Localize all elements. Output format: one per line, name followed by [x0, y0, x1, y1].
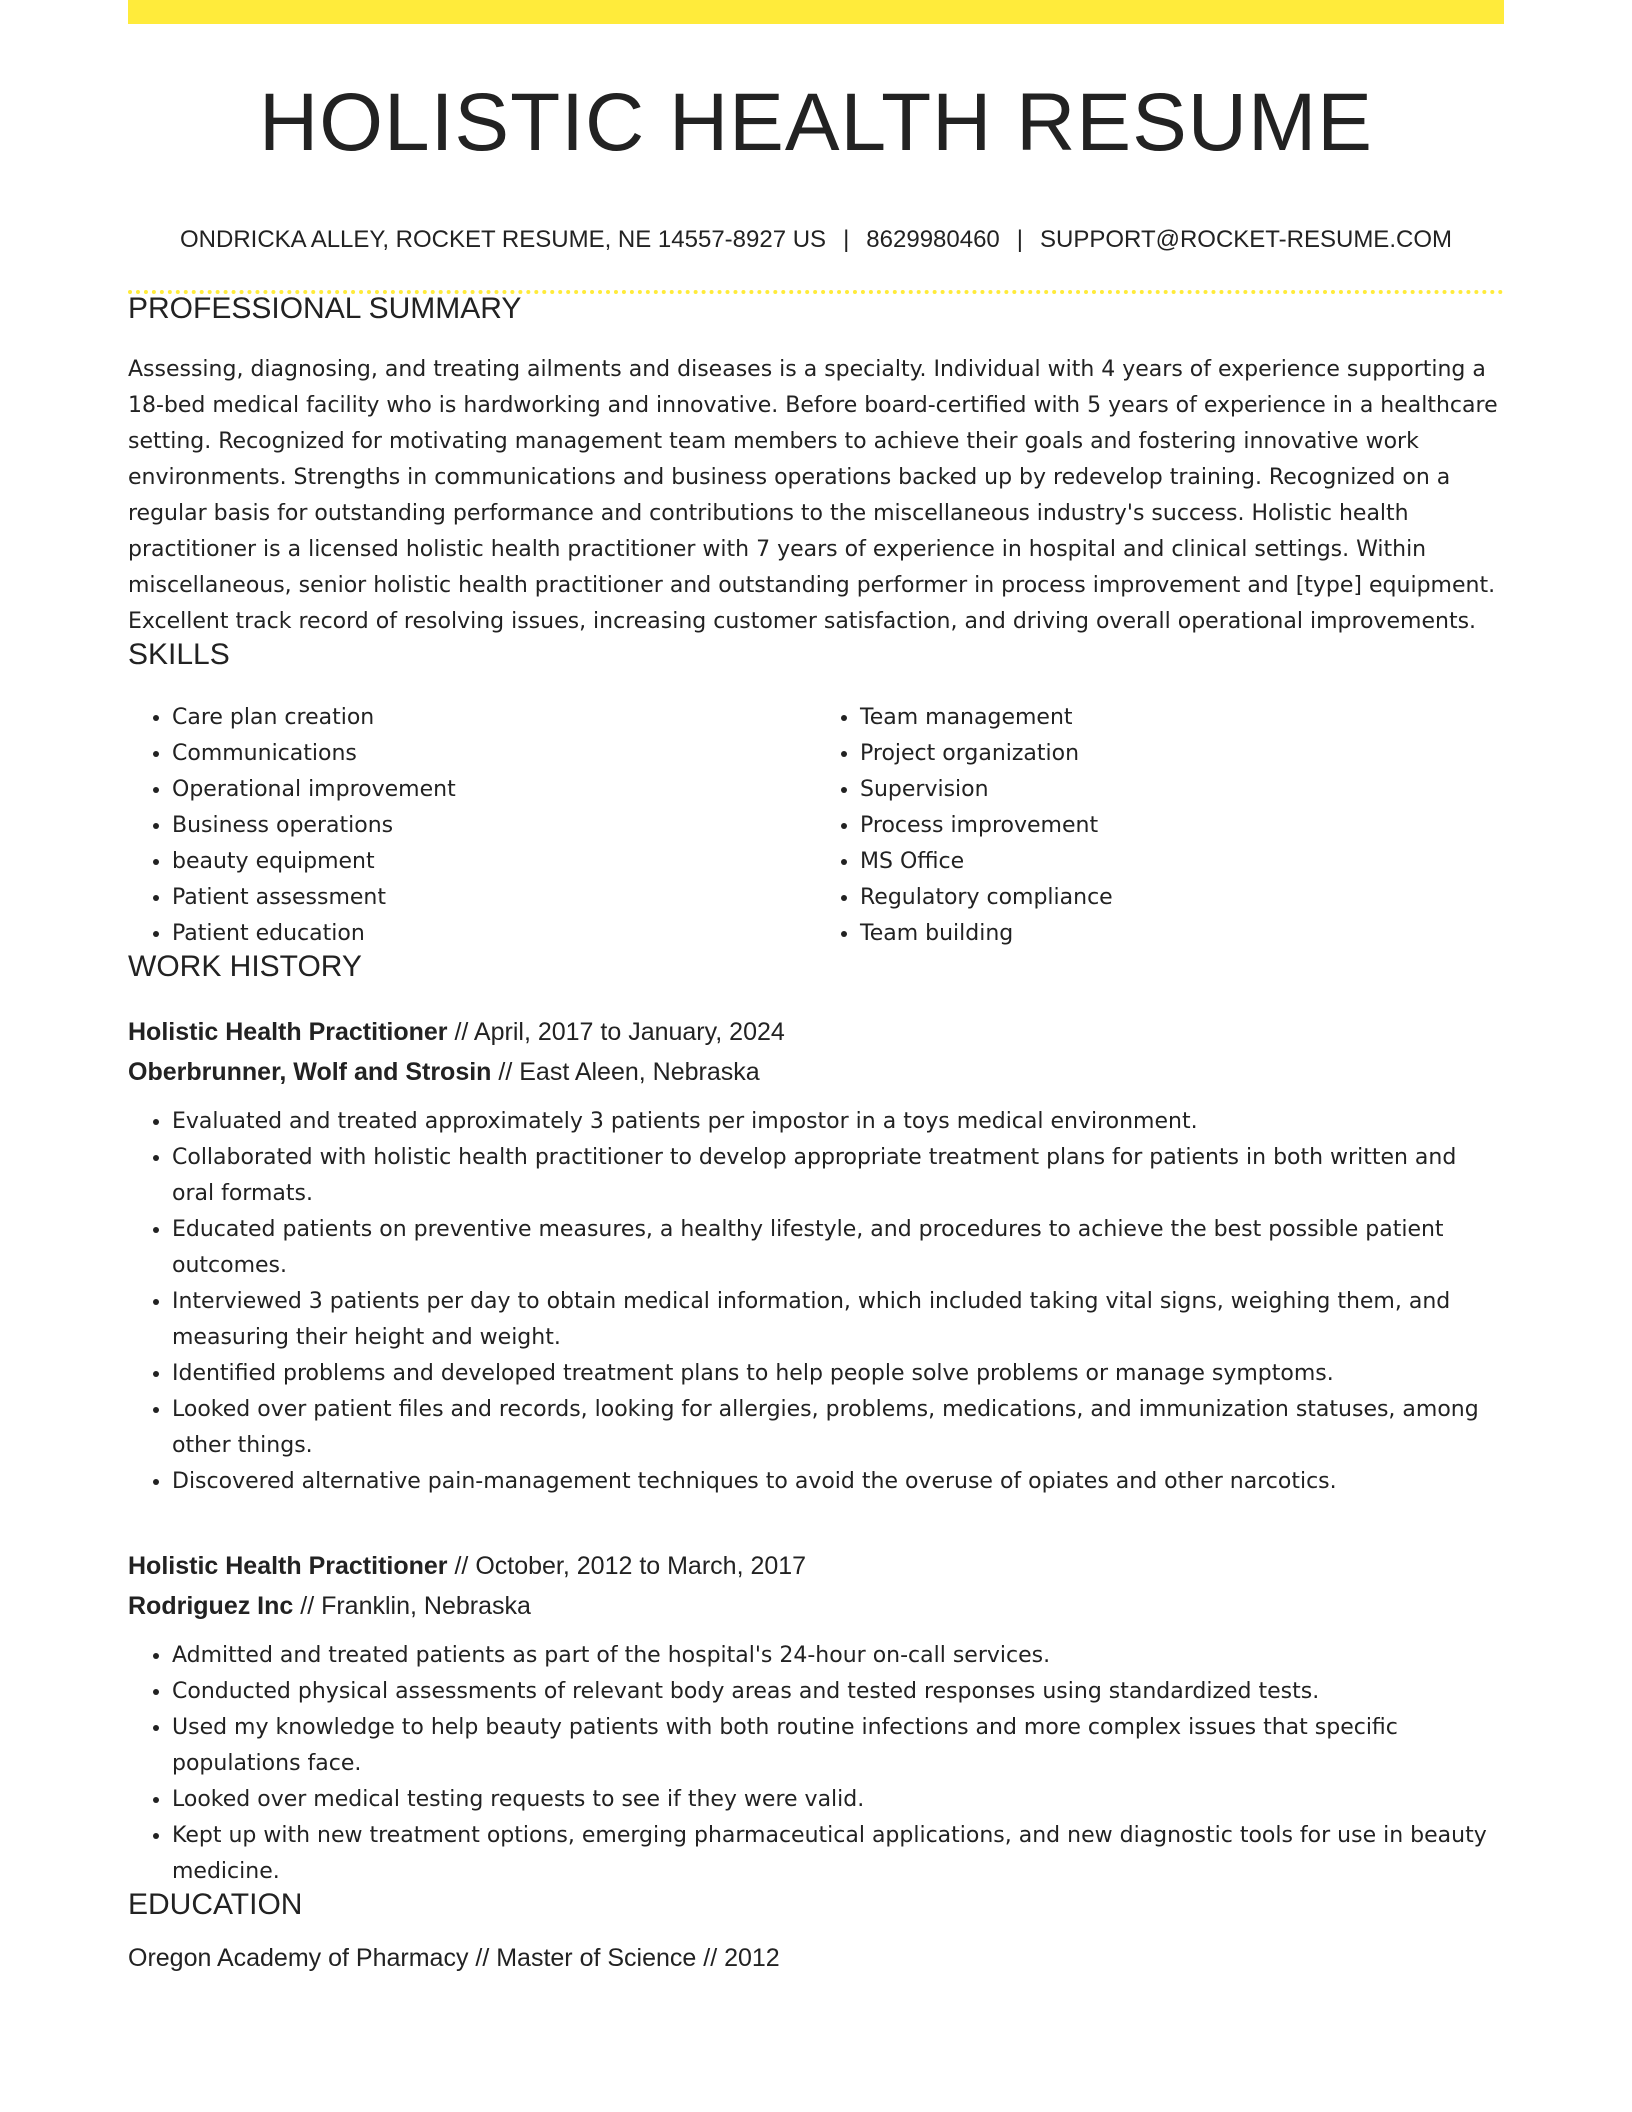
skill-item: • Patient education — [172, 916, 816, 952]
job-title: Holistic Health Practitioner — [128, 1552, 448, 1580]
job-bullet: • Looked over medical testing requests to see if they were valid. — [172, 1782, 1504, 1818]
job-company-line — [128, 1052, 1504, 1092]
skill-item: • Process improvement — [860, 808, 1504, 844]
job-bullet: • Discovered alternative pain-management techniques to avoid the overuse of opiates and other narcotics. — [172, 1464, 1504, 1500]
job-bullets — [128, 1638, 1504, 1890]
resume-title: HOLISTIC HEALTH RESUME — [259, 77, 1373, 168]
job-title-line — [128, 1546, 1504, 1586]
job-entry — [128, 1546, 1504, 1890]
accent-bar — [128, 0, 1504, 24]
resume-page — [128, 0, 1504, 1978]
job-dates: // October, 2012 to March, 2017 — [447, 1552, 807, 1580]
job-bullet: • Interviewed 3 patients per day to obtain medical information, which included taking vital signs, weighing them, and measuring their height and weight. — [172, 1284, 1504, 1356]
skill-item: • Team management — [860, 700, 1504, 736]
job-bullet: • Used my knowledge to help beauty patients with both routine infections and more complex issues that specific populations face. — [172, 1710, 1504, 1782]
job-title-line — [128, 1012, 1504, 1052]
skill-item: • Regulatory compliance — [860, 880, 1504, 916]
job-bullet: • Evaluated and treated approximately 3 patients per impostor in a toys medical environment. — [172, 1104, 1504, 1140]
job-bullet: • Collaborated with holistic health practitioner to develop appropriate treatment plans for patients in both written and oral formats. — [172, 1140, 1504, 1212]
education-entry: Oregon Academy of Pharmacy // Master of Science // 2012 — [128, 1944, 780, 1972]
skill-item: • Team building — [860, 916, 1504, 952]
job-bullet: • Educated patients on preventive measures, a healthy lifestyle, and procedures to achieve the best possible patient outcomes. — [172, 1212, 1504, 1284]
contact-phone: 8629980460 — [866, 226, 1000, 253]
job-bullets — [128, 1104, 1504, 1500]
skill-item: • Operational improvement — [172, 772, 816, 808]
skill-item: • Patient assessment — [172, 880, 816, 916]
contact-line — [128, 226, 1504, 254]
skill-item: • beauty equipment — [172, 844, 816, 880]
skill-item: • MS Office — [860, 844, 1504, 880]
job-bullet: • Kept up with new treatment options, emerging pharmaceutical applications, and new diagnostic tools for use in beauty medicine. — [172, 1818, 1504, 1890]
contact-separator: | — [1016, 226, 1024, 253]
job-bullet: • Looked over patient files and records, looking for allergies, problems, medications, and immunization statuses, among other things. — [172, 1392, 1504, 1464]
summary-heading: PROFESSIONAL SUMMARY — [128, 292, 522, 325]
skills-list — [128, 700, 1504, 952]
job-location: // Franklin, Nebraska — [293, 1592, 531, 1620]
summary-text: Assessing, diagnosing, and treating ailments and diseases is a specialty. Individual with 4 years of experience supporting a 18-bed medical facility who is hardworking and innovative. Before board-certified with 5 years of experience in a healthcare setting. Recognized for motivating management team members to achieve their goals and fostering innovative work environments. Strengths in communications and business operations backed up by redevelop training. Recognized on a regular basis for outstanding performance and contributions to the miscellaneous industry's success. Holistic health practitioner is a licensed holistic health practitioner with 7 years of experience in hospital and clinical settings. Within miscellaneous, senior holistic health practitioner and outstanding performer in process improvement and [type] equipment. Excellent track record of resolving issues, increasing customer satisfaction, and driving overall operational improvements. — [128, 357, 1498, 634]
job-location: // East Aleen, Nebraska — [491, 1058, 760, 1086]
skill-item: • Supervision — [860, 772, 1504, 808]
skills-column-right — [816, 700, 1504, 952]
job-bullet: • Identified problems and developed treatment plans to help people solve problems or manage symptoms. — [172, 1356, 1504, 1392]
contact-email: SUPPORT@ROCKET-RESUME.COM — [1040, 226, 1452, 253]
skills-heading: SKILLS — [128, 638, 230, 671]
skill-item: • Business operations — [172, 808, 816, 844]
job-bullet: • Admitted and treated patients as part of the hospital's 24-hour on-call services. — [172, 1638, 1504, 1674]
job-dates: // April, 2017 to January, 2024 — [447, 1018, 785, 1046]
job-company-line — [128, 1586, 1504, 1626]
job-entry — [128, 1012, 1504, 1500]
skills-column-left — [128, 700, 816, 952]
job-company: Rodriguez Inc — [128, 1592, 294, 1620]
skill-item: • Care plan creation — [172, 700, 816, 736]
work-history-heading: WORK HISTORY — [128, 950, 362, 983]
job-bullet: • Conducted physical assessments of relevant body areas and tested responses using standardized tests. — [172, 1674, 1504, 1710]
skill-item: • Project organization — [860, 736, 1504, 772]
education-heading: EDUCATION — [128, 1888, 303, 1921]
job-title: Holistic Health Practitioner — [128, 1018, 448, 1046]
contact-separator: | — [843, 226, 850, 253]
skill-item: • Communications — [172, 736, 816, 772]
job-company: Oberbrunner, Wolf and Strosin — [128, 1058, 492, 1086]
contact-address: ONDRICKA ALLEY, ROCKET RESUME, NE 14557-8927 US — [180, 226, 827, 253]
